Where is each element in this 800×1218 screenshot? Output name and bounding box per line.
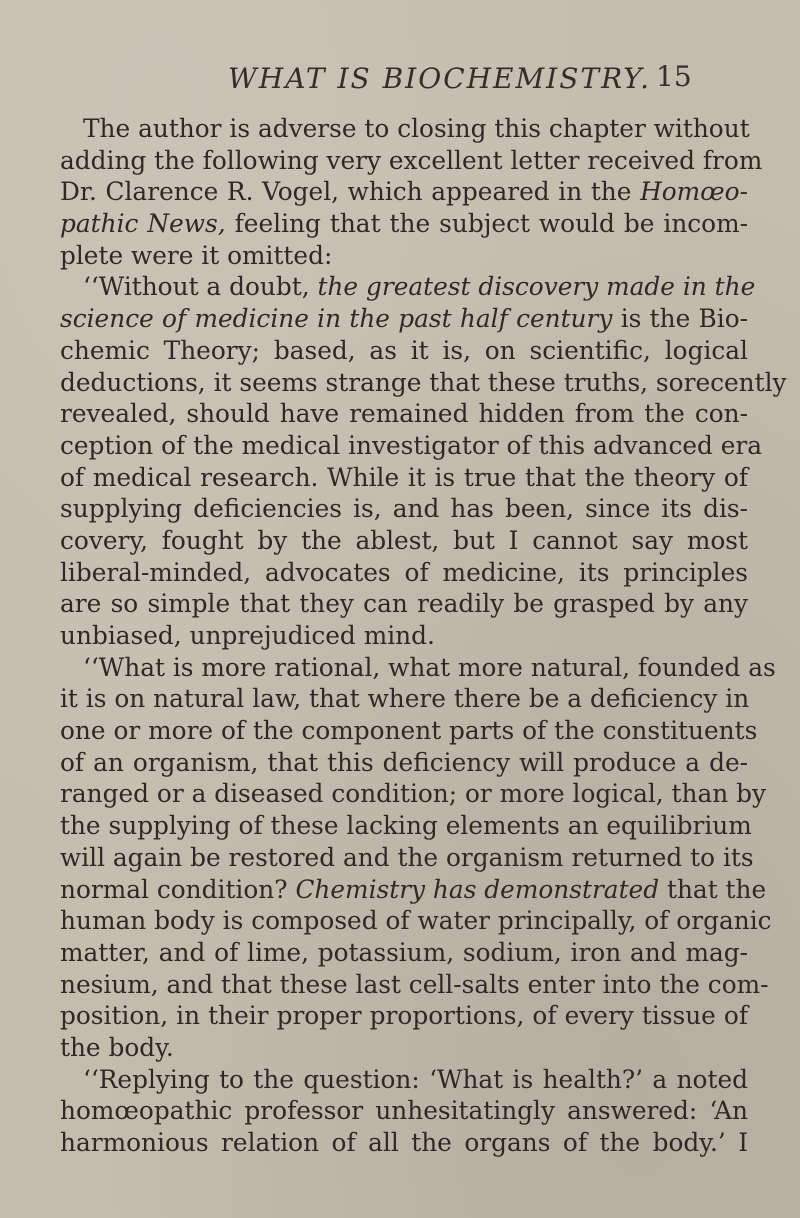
text-line: revealed, should have remained hidden from the con- xyxy=(60,399,748,429)
text-line: matter, and of lime, potassium, sodium, iron and mag- xyxy=(60,937,748,967)
text-line: are so simple that they can readily be grasped by any xyxy=(60,589,748,619)
text-line: The author is adverse to closing this chapter without xyxy=(83,114,750,143)
italic-title: pathic News, xyxy=(60,209,226,239)
text-line: human body is composed of water principally, of organic xyxy=(60,906,772,936)
text-line: position, in their proper proportions, of every tissue of xyxy=(60,1001,748,1031)
page-number: 15 xyxy=(656,60,692,93)
text-line: the body. xyxy=(60,1032,174,1062)
text-line: will again be restored and the organism returned to its xyxy=(60,842,754,872)
italic-title: Homœo- xyxy=(640,177,748,207)
text-line: covery, fought by the ablest, but I cannot say most xyxy=(60,525,748,555)
text-line: ‘‘Without a doubt, the greatest discovery made in the xyxy=(83,272,756,302)
text-line: nesium, and that these last cell-salts enter into the com- xyxy=(60,969,769,999)
text-line: the supplying of these lacking elements an equilibrium xyxy=(60,811,752,841)
italic-phrase: science of medicine in the past half century xyxy=(60,304,613,334)
text-line: of an organism, that this deficiency will produce a de- xyxy=(60,747,748,777)
text-line: one or more of the component parts of the constituents xyxy=(60,716,758,746)
text-line: science of medicine in the past half century is the Bio- xyxy=(60,304,749,334)
body-text xyxy=(60,113,787,1159)
text-line: harmonious relation of all the organs of the body.’ I xyxy=(60,1128,748,1157)
italic-phrase: Chemistry has demonstrated xyxy=(295,874,660,904)
text-line: ‘‘What is more rational, what more natural, founded as xyxy=(83,652,776,682)
text-line: homœopathic professor unhesitatingly answered: ‘An xyxy=(60,1096,748,1126)
text-line: it is on natural law, that where there be a deficiency in xyxy=(60,684,750,714)
italic-phrase: the greatest discovery made in the xyxy=(317,272,756,302)
text-line: normal condition? Chemistry has demonstrated that the xyxy=(60,874,767,904)
text-line: unbiased, unprejudiced mind. xyxy=(60,621,435,650)
page-header xyxy=(0,58,800,98)
text-line: ranged or a diseased condition; or more logical, than by xyxy=(60,779,767,809)
text-line: ception of the medical investigator of this advanced era xyxy=(60,430,763,460)
text-line: liberal-minded, advocates of medicine, its principles xyxy=(60,557,748,587)
text-line: ‘‘Replying to the question: ‘What is health?’ a noted xyxy=(83,1064,748,1094)
running-head: WHAT IS BIOCHEMISTRY. xyxy=(228,62,652,95)
text-line: Dr. Clarence R. Vogel, which appeared in the Homœo- xyxy=(60,177,748,207)
text-line: plete were it omitted: xyxy=(60,240,333,270)
text-line: supplying deficiencies is, and has been, since its dis- xyxy=(60,494,748,524)
text-line: deductions, it seems strange that these truths, sorecently xyxy=(60,367,787,397)
text-line: of medical research. While it is true that the theory of xyxy=(60,462,748,492)
text-line: adding the following very excellent letter received from xyxy=(60,145,763,175)
text-line: pathic News, feeling that the subject would be incom- xyxy=(60,209,749,239)
text-line: chemic Theory; based, as it is, on scientific, logical xyxy=(60,335,748,365)
